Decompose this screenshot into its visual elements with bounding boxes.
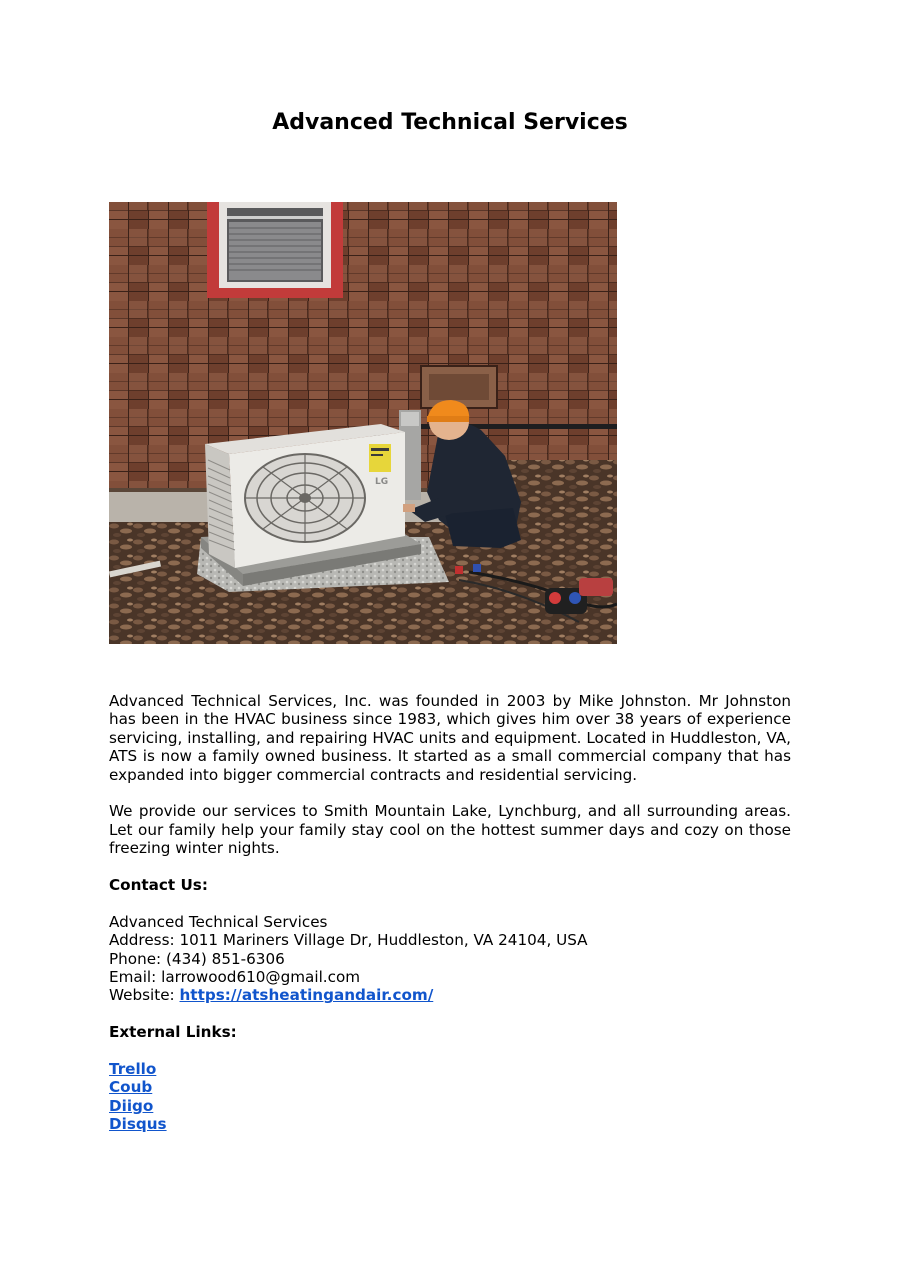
email-label: Email: bbox=[109, 968, 162, 987]
contact-heading: Contact Us: bbox=[109, 876, 208, 895]
external-link-trello[interactable]: Trello bbox=[109, 1060, 157, 1079]
contact-details bbox=[109, 913, 791, 1005]
email-value: larrowood610@gmail.com bbox=[161, 968, 361, 987]
external-links-heading: External Links: bbox=[109, 1023, 237, 1042]
contact-company: Advanced Technical Services bbox=[109, 912, 328, 931]
unit-brand-label: LG bbox=[375, 477, 389, 487]
about-paragraph-2: We provide our services to Smith Mountain Lake, Lynchburg, and all surrounding areas. Let our family help your family stay cool on the hottest summer days and cozy on those freezing winter nights. bbox=[109, 802, 791, 858]
address-label: Address: bbox=[109, 931, 180, 950]
website-link[interactable]: https://atsheatingandair.com/ bbox=[179, 986, 434, 1005]
external-link-disqus[interactable]: Disqus bbox=[109, 1115, 167, 1134]
contact-website-line bbox=[109, 986, 791, 1004]
website-label: Website: bbox=[109, 986, 180, 1005]
address-value: 1011 Mariners Village Dr, Huddleston, VA 24104, USA bbox=[179, 931, 588, 950]
phone-value: (434) 851-6306 bbox=[166, 949, 285, 968]
external-link-coub[interactable]: Coub bbox=[109, 1078, 153, 1097]
about-paragraph-1: Advanced Technical Services, Inc. was founded in 2003 by Mike Johnston. Mr Johnston has been in the HVAC business since 1983, which gives him over 38 years of experience servicing, installing, and repairing HVAC units and equipment. Located in Huddleston, VA, ATS is now a family owned business. It started as a small commercial company that has expanded into bigger commercial contracts and residential servicing. bbox=[109, 692, 791, 784]
external-link-diigo[interactable]: Diigo bbox=[109, 1096, 154, 1115]
hvac-installation-photo bbox=[109, 202, 617, 644]
external-links-list bbox=[109, 1060, 791, 1134]
page-title: Advanced Technical Services bbox=[272, 110, 628, 135]
contact-address-line bbox=[109, 931, 791, 949]
main-content bbox=[109, 692, 791, 1134]
contact-phone-line bbox=[109, 950, 791, 968]
phone-label: Phone: bbox=[109, 949, 166, 968]
contact-email-line bbox=[109, 968, 791, 986]
